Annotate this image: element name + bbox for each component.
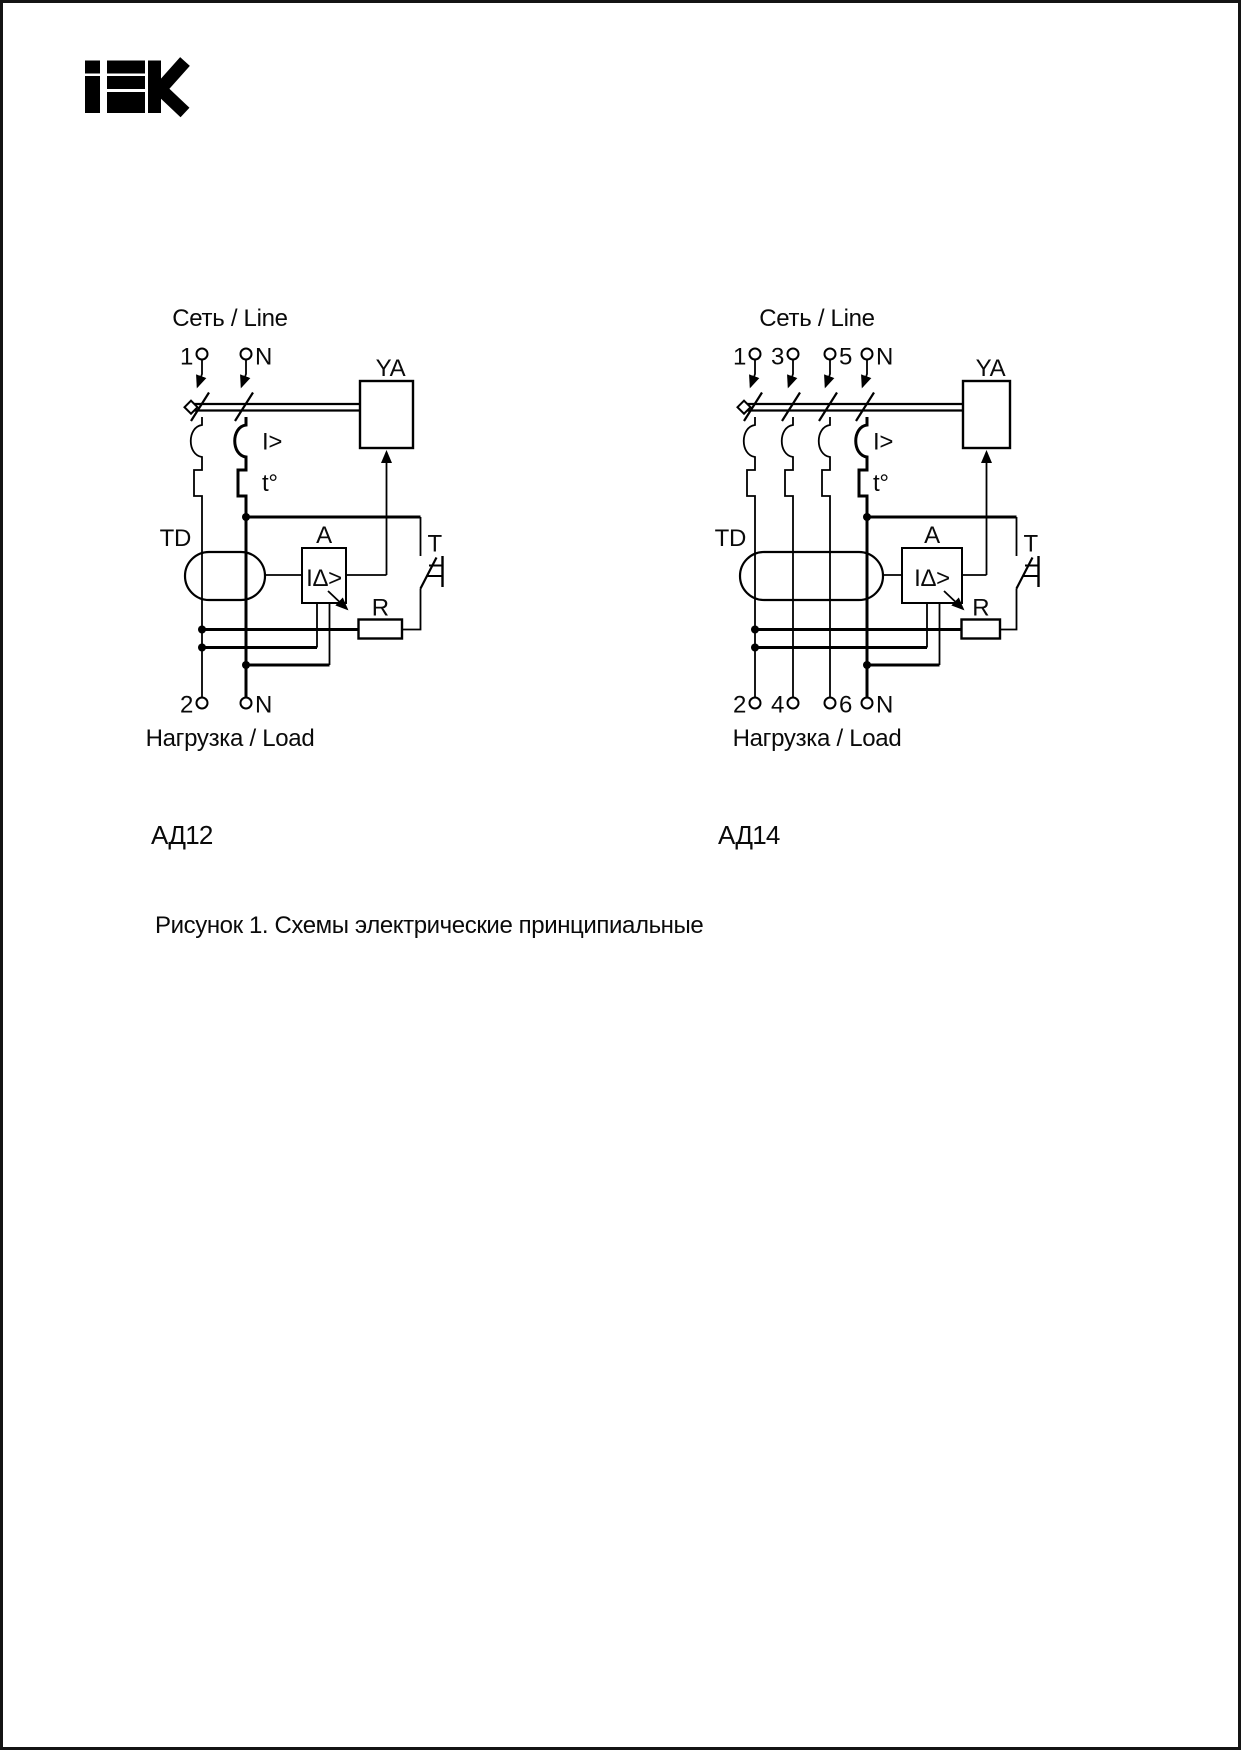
terminal-circle-top — [862, 349, 873, 360]
junction-dot — [863, 661, 871, 669]
pole-conductor — [856, 417, 867, 698]
terminal-lead-arrow — [789, 360, 794, 387]
junction-dot — [751, 626, 759, 634]
terminal-circle-top — [825, 349, 836, 360]
logo-e-bar — [107, 76, 145, 89]
thermal-label: t° — [873, 470, 889, 497]
schematic-ad14 — [715, 305, 1039, 752]
contact-blade — [782, 393, 800, 422]
test-button-contact — [1017, 558, 1033, 589]
terminal-circle-bottom — [825, 698, 836, 709]
terminal-circle-top — [197, 349, 208, 360]
trip-coil-label: YA — [375, 355, 406, 382]
terminal-circle-bottom — [750, 698, 761, 709]
trip-coil-label: YA — [975, 355, 1006, 382]
terminal-lead-arrow — [242, 360, 247, 387]
line-title: Сеть / Line — [172, 305, 288, 332]
load-title: Нагрузка / Load — [732, 725, 902, 752]
overcurrent-label: I> — [873, 428, 894, 456]
terminal-bottom-label: 4 — [770, 691, 784, 719]
transformer-label: TD — [714, 525, 746, 552]
terminal-circle-bottom — [197, 698, 208, 709]
trip-coil-box — [963, 381, 1010, 448]
thermal-label: t° — [262, 470, 278, 497]
terminal-bottom-label: 6 — [839, 691, 853, 719]
terminal-circle-bottom — [862, 698, 873, 709]
test-resistor-box — [962, 620, 1001, 639]
pole-conductor — [819, 417, 830, 698]
schematic-ad12 — [146, 305, 443, 752]
relay-label: A — [924, 522, 940, 549]
terminal-top-label: 1 — [732, 343, 746, 371]
model-name-ad12: АД12 — [151, 820, 213, 850]
pole-conductor — [235, 417, 246, 698]
toroid-transformer — [185, 552, 265, 600]
resistor-label: R — [972, 594, 990, 622]
toroid-transformer — [740, 552, 883, 600]
logo-e-bar — [107, 61, 145, 74]
logo-k-arm — [157, 86, 185, 113]
test-resistor-box — [359, 620, 403, 639]
terminal-top-label: 5 — [839, 343, 853, 371]
terminal-top-label: 1 — [179, 343, 193, 371]
relay-label: A — [316, 522, 332, 549]
relay-threshold-label: IΔ> — [306, 565, 342, 592]
trip-coil-box — [360, 381, 413, 448]
terminal-lead-arrow — [863, 360, 868, 387]
terminal-top-label: N — [876, 343, 894, 371]
load-title: Нагрузка / Load — [145, 725, 315, 752]
contact-blade — [856, 393, 874, 422]
terminal-bottom-label: N — [876, 691, 894, 719]
test-button-wire — [1000, 589, 1017, 630]
test-button-wire — [402, 589, 421, 630]
terminal-circle-bottom — [241, 698, 252, 709]
junction-dot — [198, 644, 206, 652]
junction-dot — [751, 644, 759, 652]
figure-caption: Рисунок 1. Схемы электрические принципиальные — [155, 912, 704, 939]
contact-blade — [819, 393, 837, 422]
junction-dot — [242, 513, 250, 521]
terminal-circle-top — [750, 349, 761, 360]
terminal-circle-top — [788, 349, 799, 360]
terminal-bottom-label: N — [255, 691, 273, 719]
logo-e-bar — [107, 92, 145, 113]
terminal-bottom-label: 2 — [179, 691, 193, 719]
overcurrent-label: I> — [262, 428, 283, 456]
relay-threshold-label: IΔ> — [914, 565, 950, 592]
junction-dot — [198, 626, 206, 634]
terminal-lead-arrow — [198, 360, 203, 387]
junction-dot — [863, 513, 871, 521]
terminal-top-label: N — [255, 343, 273, 371]
terminal-top-label: 3 — [770, 343, 784, 371]
terminal-lead-arrow — [826, 360, 831, 387]
test-button-label: T — [1023, 530, 1038, 558]
test-button-contact — [421, 558, 437, 589]
test-button-label: T — [427, 530, 442, 558]
iek-logo — [85, 61, 185, 114]
logo-i-stem — [85, 76, 100, 113]
line-title: Сеть / Line — [759, 305, 875, 332]
terminal-circle-top — [241, 349, 252, 360]
junction-dot — [242, 661, 250, 669]
resistor-label: R — [371, 594, 389, 622]
terminal-circle-bottom — [788, 698, 799, 709]
terminal-lead-arrow — [751, 360, 756, 387]
terminal-bottom-label: 2 — [732, 691, 746, 719]
pole-conductor — [782, 417, 793, 698]
transformer-label: TD — [159, 525, 191, 552]
logo-i-dot — [85, 61, 100, 74]
model-name-ad14: АД14 — [718, 820, 780, 850]
contact-blade — [235, 393, 253, 422]
